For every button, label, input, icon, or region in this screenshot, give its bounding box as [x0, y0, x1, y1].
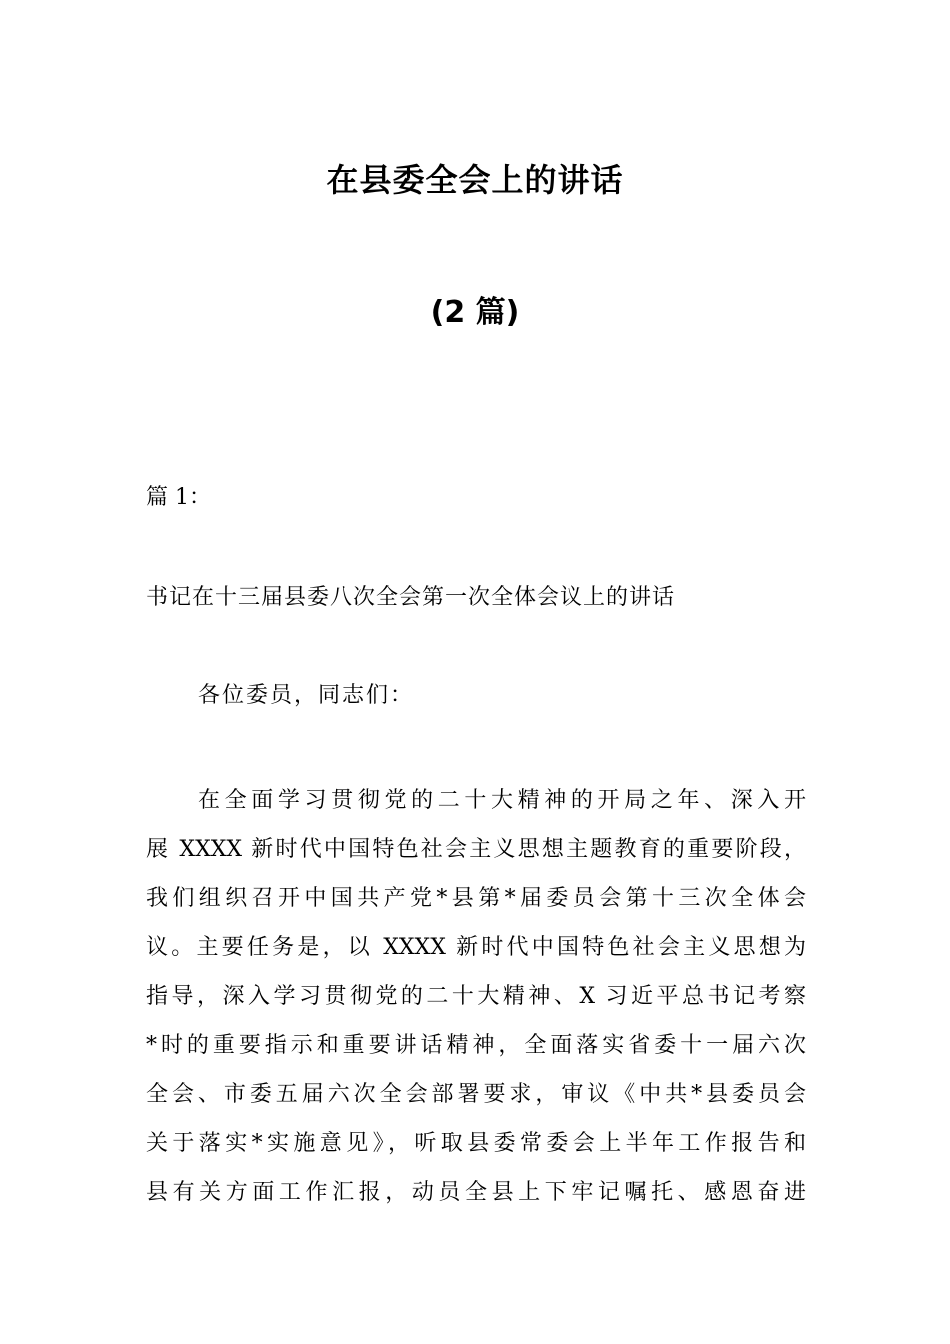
body-line: *时的重要指示和重要讲话精神，全面落实省委十一届六次: [146, 1033, 806, 1058]
body-line: 议。主要任务是，以 XXXX 新时代中国特色社会主义思想为: [146, 935, 806, 960]
body-line: 指导，深入学习贯彻党的二十大精神、X 习近平总书记考察: [146, 984, 806, 1009]
speech-heading: 书记在十三届县委八次全会第一次全体会议上的讲话: [146, 585, 676, 610]
body-line: 县有关方面工作汇报，动员全县上下牢记嘱托、感恩奋进: [146, 1180, 806, 1205]
body-line: 在全面学习贯彻党的二十大精神的开局之年、深入开: [198, 788, 806, 813]
salutation: 各位委员，同志们：: [198, 683, 415, 708]
document-title: 在县委全会上的讲话: [326, 161, 624, 199]
section-label: 篇 1：: [146, 485, 211, 510]
body-paragraph: [146, 776, 806, 1217]
body-line: 全会、市委五届六次全会部署要求，审议《中共*县委员会: [146, 1082, 806, 1107]
document-subtitle: (2 篇): [430, 295, 520, 330]
body-line: 我们组织召开中国共产党*县第*届委员会第十三次全体会: [146, 886, 806, 911]
body-line: 展 XXXX 新时代中国特色社会主义思想主题教育的重要阶段，: [146, 837, 806, 862]
body-line: 关于落实*实施意见》，听取县委常委会上半年工作报告和: [146, 1131, 806, 1156]
